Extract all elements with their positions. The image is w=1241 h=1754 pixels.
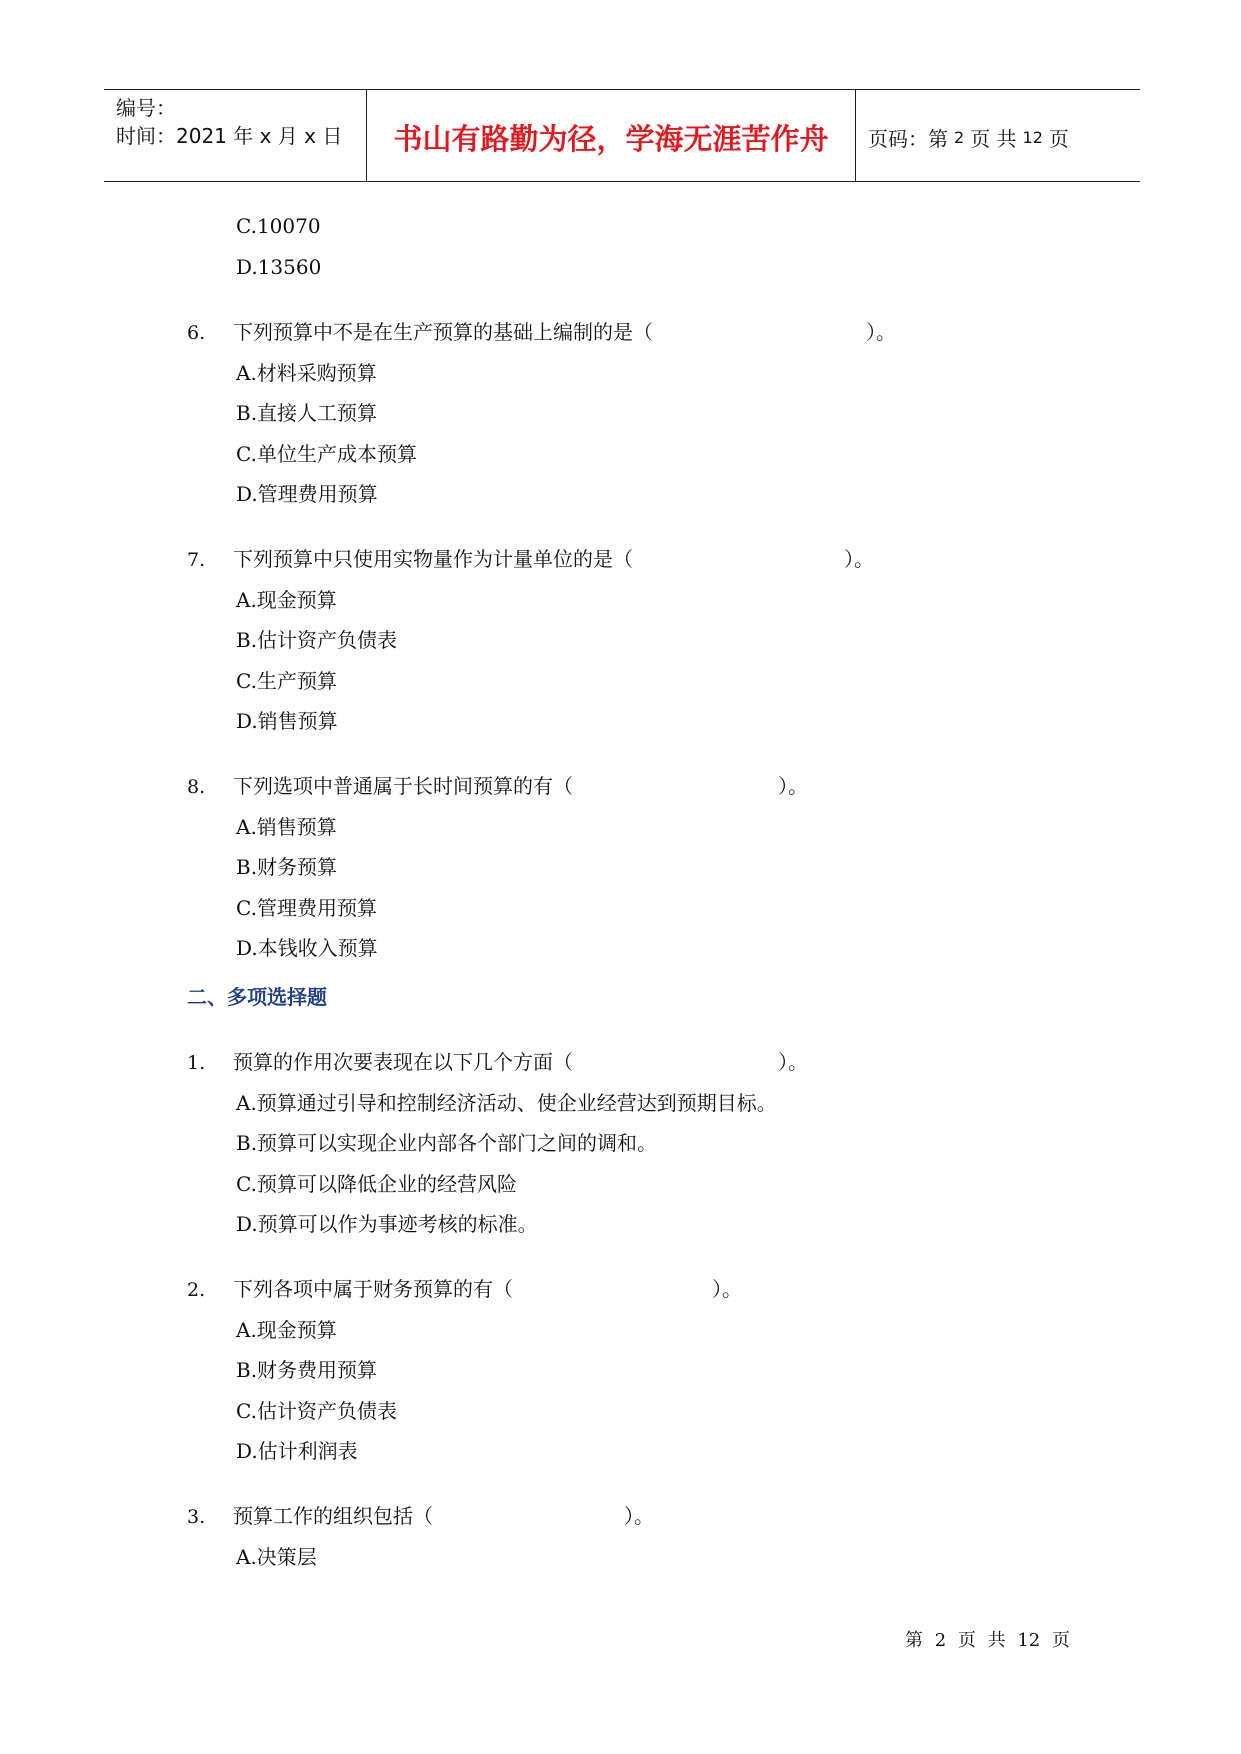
- header-page-info: [856, 90, 1140, 181]
- question-blank-close: ）。: [866, 320, 896, 344]
- question-text: 下列选项中普通属于长时间预算的有（: [233, 774, 573, 798]
- header-id-label: 编号：: [116, 96, 176, 120]
- carry-over-option: D.13560: [236, 255, 322, 279]
- question-text: 下列预算中只使用实物量作为计量单位的是（: [233, 547, 633, 571]
- question-number: 6.: [187, 322, 206, 344]
- question-option: C.估计资产负债表: [236, 1399, 397, 1423]
- question-option: D.销售预算: [236, 709, 338, 733]
- question-option: D.预算可以作为事迹考核的标准。: [236, 1212, 538, 1236]
- header-page-total: 12: [1022, 128, 1043, 147]
- question-option: D.本钱收入预算: [236, 936, 378, 960]
- question-number: 2.: [187, 1279, 206, 1301]
- section-title: 二、多项选择题: [187, 985, 327, 1009]
- header-time-label: 时间：2021 年 x 月 x 日: [116, 124, 343, 148]
- header-page-suffix: 页: [1048, 127, 1069, 151]
- question-blank-close: ）。: [624, 1504, 654, 1528]
- question-option: A.销售预算: [236, 815, 337, 839]
- document-header: [104, 89, 1140, 182]
- carry-over-option: C.10070: [236, 214, 321, 238]
- question-option: B.财务费用预算: [236, 1358, 378, 1382]
- question-option: B.财务预算: [236, 855, 338, 879]
- question-text: 下列预算中不是在生产预算的基础上编制的是（: [233, 320, 653, 344]
- question-option: C.管理费用预算: [236, 896, 377, 920]
- question-text: 预算工作的组织包括（: [233, 1504, 433, 1528]
- header-info-cell: [104, 90, 367, 181]
- question-number: 3.: [187, 1506, 206, 1528]
- question-blank-close: ）。: [844, 547, 874, 571]
- question-blank-close: ）。: [712, 1277, 742, 1301]
- question-option: A.现金预算: [236, 588, 337, 612]
- question-option: C.生产预算: [236, 669, 337, 693]
- question-blank-close: ）。: [778, 774, 808, 798]
- question-option: A.预算通过引导和控制经济活动、使企业经营达到预期目标。: [236, 1091, 777, 1115]
- question-option: B.估计资产负债表: [236, 628, 398, 652]
- question-number: 8.: [187, 776, 206, 798]
- question-option: B.预算可以实现企业内部各个部门之间的调和。: [236, 1131, 658, 1155]
- header-page-current: 2: [954, 128, 965, 147]
- page-footer: 第 2 页 共 12 页: [905, 1630, 1070, 1651]
- header-page-mid: 页 共: [970, 127, 1017, 151]
- question-option: A.决策层: [236, 1545, 317, 1569]
- header-page-prefix: 页码：第: [868, 127, 948, 151]
- question-text: 下列各项中属于财务预算的有（: [233, 1277, 513, 1301]
- question-number: 7.: [187, 549, 206, 571]
- question-option: C.单位生产成本预算: [236, 442, 417, 466]
- header-motto: 书山有路勤为径，学海无涯苦作舟: [367, 90, 856, 181]
- question-option: A.现金预算: [236, 1318, 337, 1342]
- question-option: C.预算可以降低企业的经营风险: [236, 1172, 517, 1196]
- question-option: D.估计利润表: [236, 1439, 358, 1463]
- question-number: 1.: [187, 1052, 206, 1074]
- question-option: D.管理费用预算: [236, 482, 378, 506]
- question-option: A.材料采购预算: [236, 361, 377, 385]
- question-option: B.直接人工预算: [236, 401, 378, 425]
- question-text: 预算的作用次要表现在以下几个方面（: [233, 1050, 573, 1074]
- question-blank-close: ）。: [778, 1050, 808, 1074]
